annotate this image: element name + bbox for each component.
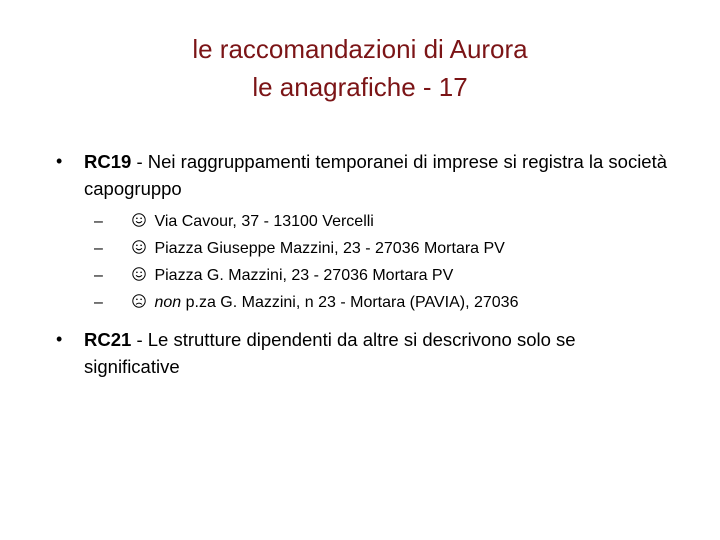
dash-icon: – (94, 213, 103, 230)
address-example-2 (52, 235, 672, 262)
dash-icon: – (94, 267, 103, 284)
dash-icon: – (94, 294, 103, 311)
bullet-rc21 (52, 326, 672, 380)
smiley-icon (132, 240, 146, 254)
slide-title (0, 30, 720, 106)
smiley-icon (132, 267, 146, 281)
rule-code: RC19 (84, 151, 132, 172)
dash-icon: – (94, 240, 103, 257)
address-text: p.za G. Mazzini, n 23 - Mortara (PAVIA), 27036 (181, 294, 519, 311)
bullet-dot-icon: • (56, 151, 63, 171)
rule-code: RC21 (84, 329, 132, 350)
title-line-2: le anagrafiche - 17 (252, 72, 468, 102)
address-example-4 (52, 289, 672, 316)
address-text: Piazza G. Mazzini, 23 - 27036 Mortara PV (154, 267, 454, 284)
title-line-1: le raccomandazioni di Aurora (192, 34, 528, 64)
address-example-1 (52, 208, 672, 235)
smiley-icon (132, 213, 146, 227)
rule-text: - Le strutture dipendenti da altre si descrivono solo se significative (84, 329, 576, 377)
address-text: Via Cavour, 37 - 13100 Vercelli (154, 213, 374, 230)
address-example-3 (52, 262, 672, 289)
bullet-dot-icon: • (56, 329, 63, 349)
frowny-icon (132, 294, 146, 308)
address-examples (52, 208, 672, 316)
rule-text: - Nei raggruppamenti temporanei di imprese si registra la società capogruppo (84, 151, 668, 199)
negation-word: non (154, 294, 182, 311)
bullet-rc19 (52, 148, 672, 202)
bullet-list (52, 148, 672, 386)
address-text: Piazza Giuseppe Mazzini, 23 - 27036 Mortara PV (154, 240, 505, 257)
